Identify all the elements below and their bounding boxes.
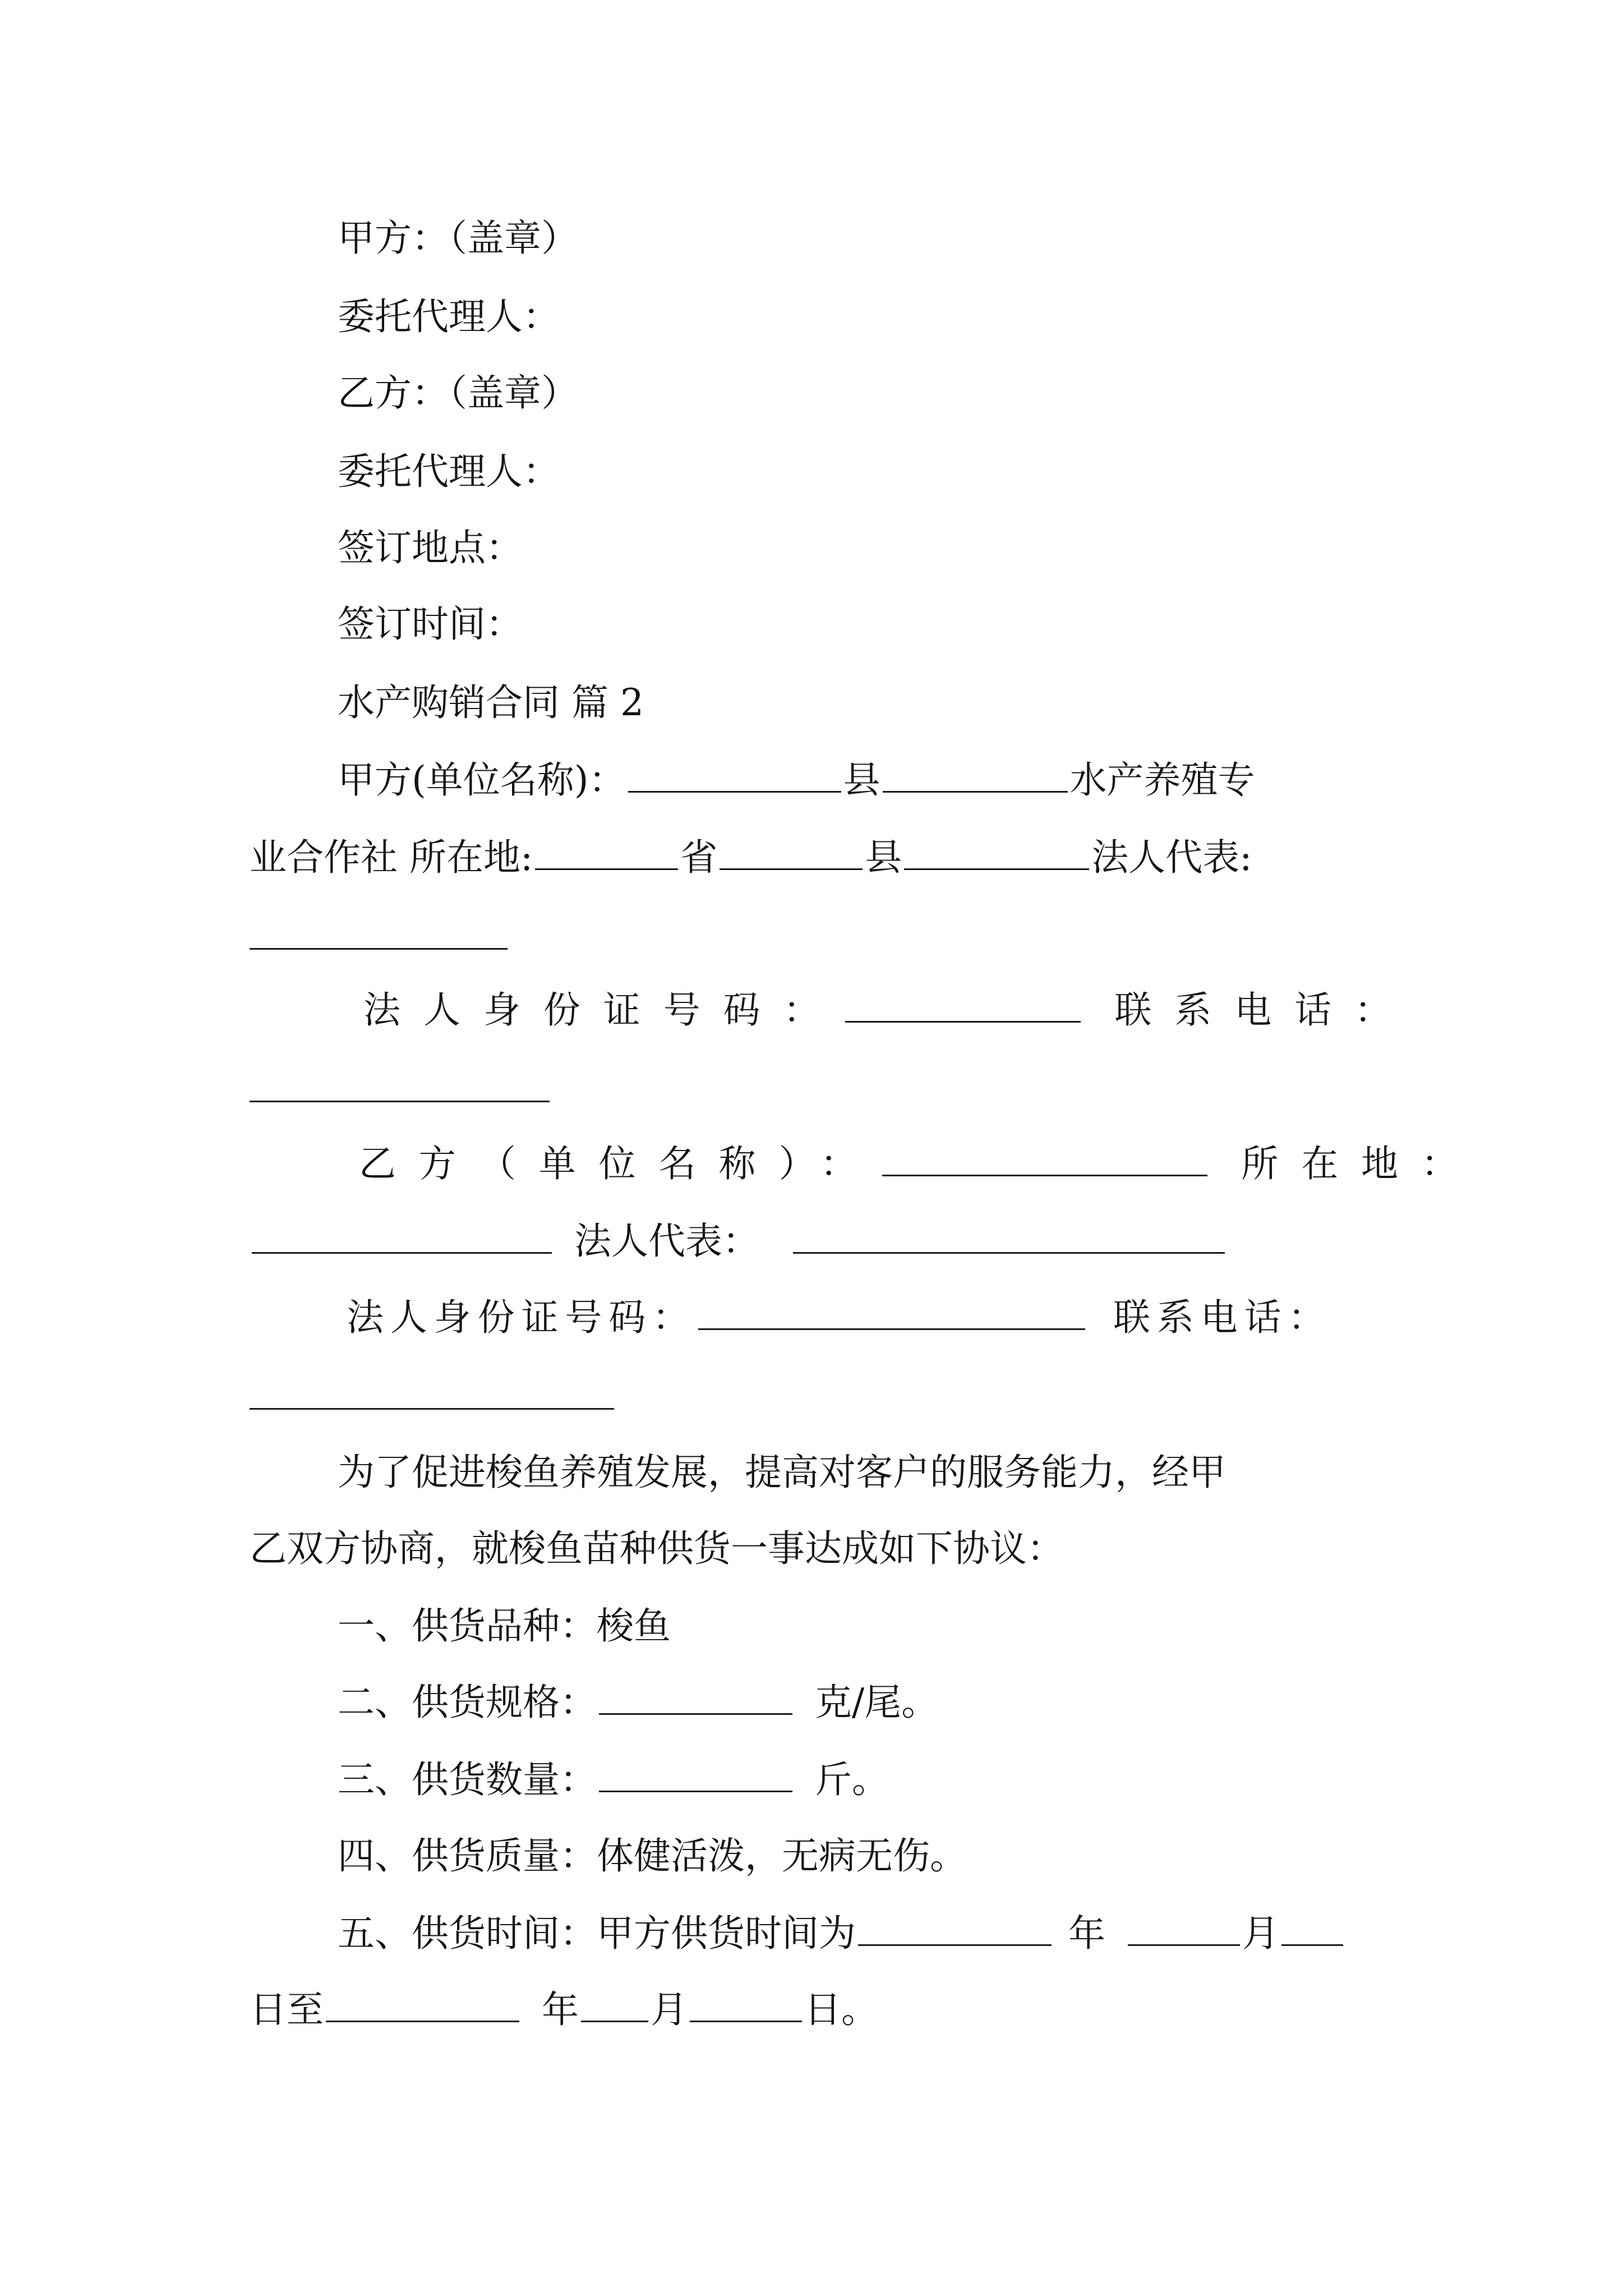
fill-blank: [1128, 1944, 1240, 1946]
fill-blank: [250, 948, 508, 950]
party-b-rep-line: [250, 1220, 1227, 1263]
day-to-label: 日至: [250, 1988, 324, 2031]
fill-blank: [326, 2020, 519, 2022]
year-label-2: 年: [542, 1988, 579, 2031]
fill-blank: [858, 1944, 1052, 1946]
party-b-id-line: [347, 1296, 1332, 1339]
sign-time: 签订时间：: [338, 602, 523, 646]
party-b-name-line: [359, 1142, 1481, 1185]
party-a-seal: 甲方：（盖章）: [338, 217, 578, 260]
party-a-name-line: [338, 758, 1255, 802]
party-b-seal: 乙方：（盖章）: [338, 371, 578, 415]
location-label: 所在地:: [409, 836, 533, 879]
fill-blank: [628, 790, 841, 793]
agent-a: 委托代理人：: [338, 295, 560, 338]
party-b-id-label: 法人身份证号码：: [347, 1296, 697, 1339]
fill-blank: [720, 868, 863, 870]
fill-blank: [793, 1251, 1225, 1254]
fill-blank: [690, 2020, 802, 2022]
term-5-label: 五、供货时间：甲方供货时间为: [338, 1912, 856, 1955]
county-label-2: 县: [865, 836, 902, 879]
term-3-unit: 斤。: [815, 1758, 889, 1801]
sign-place: 签订地点：: [338, 526, 523, 569]
term-3-label: 三、供货数量：: [338, 1758, 597, 1801]
fill-blank: [1281, 1944, 1343, 1946]
party-b-legal-rep-label: 法人代表：: [574, 1220, 759, 1263]
legal-rep-label: 法人代表:: [1091, 836, 1252, 879]
preamble-line-1: 为了促进梭鱼养殖发展，提高对客户的服务能力，经甲: [338, 1451, 1226, 1494]
agent-b: 委托代理人：: [338, 450, 560, 493]
term-2: [338, 1681, 939, 1724]
term-5: [338, 1912, 1345, 1955]
fill-blank: [250, 1101, 550, 1102]
term-5-cont: [250, 1988, 878, 2031]
fill-blank: [904, 868, 1089, 870]
preamble-line-2: 乙双方协商，就梭鱼苗种供货一事达成如下协议：: [250, 1527, 1064, 1570]
coop-continued: 业合作社: [250, 836, 398, 879]
phone-label: 联系电话：: [1114, 988, 1414, 1032]
year-label: 年: [1068, 1912, 1105, 1955]
fill-blank: [252, 1251, 552, 1254]
party-b-name-label: 乙方（单位名称）：: [359, 1142, 880, 1185]
fill-blank: [845, 1020, 1081, 1023]
term-1: 一、供货品种：梭鱼: [338, 1604, 671, 1648]
term-4: 四、供货质量：体健活泼，无病无伤。: [338, 1834, 967, 1878]
fill-blank: [250, 1408, 614, 1410]
term-3: [338, 1758, 889, 1801]
term-2-label: 二、供货规格：: [338, 1681, 597, 1724]
fill-blank: [599, 1713, 792, 1715]
day-end-label: 日。: [804, 1988, 878, 2031]
fill-blank: [581, 2020, 648, 2022]
party-b-location-label: 所在地：: [1241, 1142, 1481, 1185]
term-2-unit: 克/尾。: [815, 1681, 939, 1724]
party-a-name-label: 甲方(单位名称)：: [338, 758, 626, 802]
fill-blank: [883, 790, 1068, 793]
fill-blank: [599, 1790, 792, 1792]
month-label: 月: [1242, 1912, 1279, 1955]
month-label-2: 月: [651, 1988, 688, 2031]
county-label: 县: [843, 758, 880, 802]
party-a-location-line: [250, 836, 1252, 879]
party-b-phone-label: 联系电话：: [1113, 1296, 1332, 1339]
fill-blank: [882, 1174, 1207, 1176]
id-label: 法人身份证号码：: [363, 988, 843, 1032]
coop-label: 水产养殖专: [1069, 758, 1255, 802]
fill-blank: [535, 868, 678, 870]
party-a-id-line: [363, 988, 1414, 1032]
province-label: 省: [680, 836, 718, 879]
fill-blank: [698, 1328, 1085, 1330]
section-title: 水产购销合同 篇 2: [338, 681, 644, 724]
